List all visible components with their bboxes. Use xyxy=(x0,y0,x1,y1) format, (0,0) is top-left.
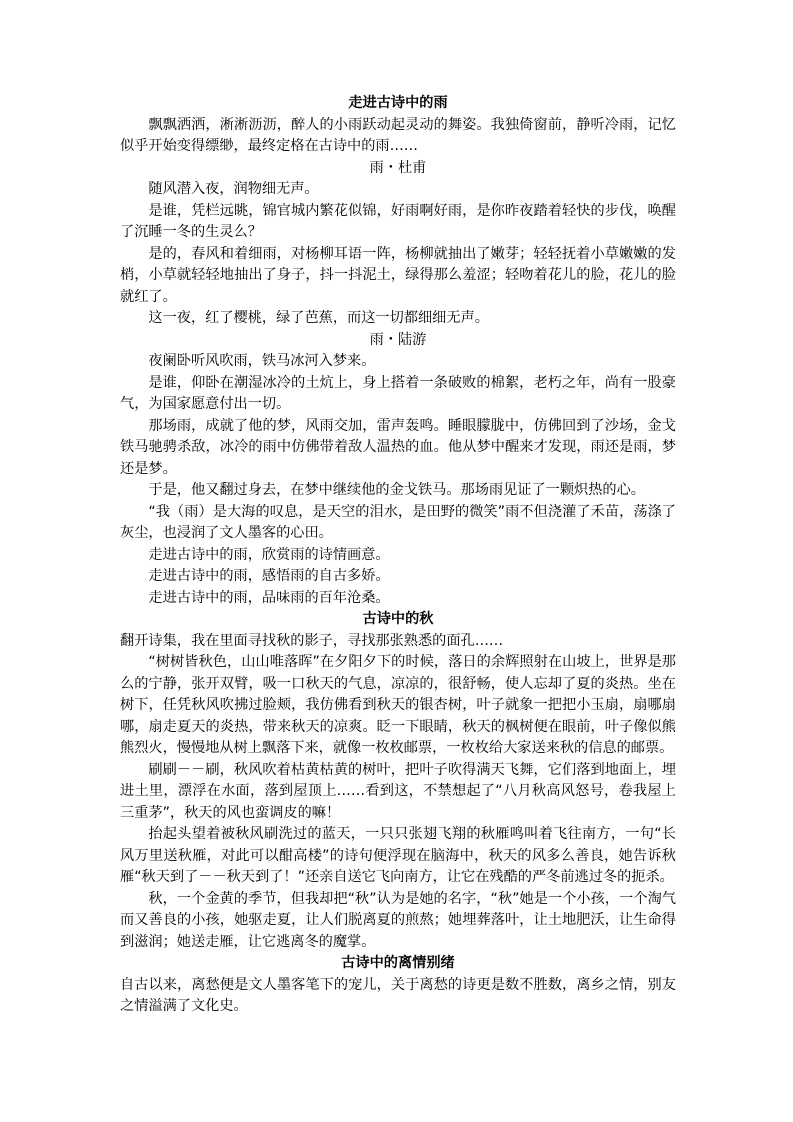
paragraph: 走进古诗中的雨，欣赏雨的诗情画意。 xyxy=(148,546,390,563)
paragraph: 那场雨，成就了他的梦，风雨交加，雷声轰鸣。睡眼朦胧中，仿佛回到了沙场，金戈铁马驰骋杀敌，冰冷的雨中仿佛带着敌人温热的血。他从梦中醒来才发现，雨还是雨，梦还是梦。 xyxy=(120,417,676,477)
paragraph: 翻开诗集，我在里面寻找秋的影子，寻找那张熟悉的面孔…… xyxy=(120,632,504,649)
paragraph: “我（雨）是大海的叹息，是天空的泪水，是田野的微笑”雨不但浇灌了禾苗，荡涤了灰尘，也浸润了文人墨客的心田。 xyxy=(120,503,676,541)
section-title-autumn: 古诗中的秋 xyxy=(362,611,434,627)
paragraph: 飘飘洒洒，淅淅沥沥，醉人的小雨跃动起灵动的舞姿。我独倚窗前，静听冷雨，记忆似乎开始变得缥缈，最终定格在古诗中的雨…… xyxy=(120,116,676,154)
paragraph: 于是，他又翻过身去，在梦中继续他的金戈铁马。那场雨见证了一颗炽热的心。 xyxy=(148,482,645,498)
poem-caption: 雨・杜甫 xyxy=(369,159,427,176)
paragraph: 夜阑卧听风吹雨，铁马冰河入梦来。 xyxy=(148,353,376,369)
paragraph: 秋，一个金黄的季节，但我却把“秋”认为是她的名字，“秋”她是一个小孩，一个淘气而又善良的小孩，她驱走夏，让人们脱离夏的煎熬；她埋葬落叶，让土地肥沃，让生命得到滋润；她送走雁，让它逃离冬的魔掌。 xyxy=(120,890,676,950)
poem-caption: 雨・陆游 xyxy=(369,331,427,348)
paragraph: 是谁，仰卧在潮湿冰冷的土炕上，身上搭着一条破败的棉絮，老朽之年，尚有一股豪气，为国家愿意付出一切。 xyxy=(120,374,676,412)
paragraph: 自古以来，离愁便是文人墨客笔下的宠儿，关于离愁的诗更是数不胜数，离乡之情，别友之情溢满了文化史。 xyxy=(120,976,676,1014)
paragraph: 走进古诗中的雨，品味雨的百年沧桑。 xyxy=(148,589,390,606)
paragraph: 随风潜入夜，润物细无声。 xyxy=(148,181,319,197)
paragraph: “树树皆秋色，山山唯落晖”在夕阳夕下的时候，落日的余辉照射在山坡上，世界是那么的宁静，张开双臂，吸一口秋天的气息，凉凉的，很舒畅，使人忘却了夏的炎热。坐在树下，任凭秋风吹拂过脸颊，我仿佛看到秋天的银杏树，叶子就象一把把小玉扇，扇哪扇哪，扇走夏天的炎热，带来秋天的凉爽。眨一下眼睛，秋天的枫树便在眼前，叶子像似熊熊烈火，慢慢地从树上飘落下来，就像一枚枚邮票，一枚枚给大家送来秋的信息的邮票。 xyxy=(120,654,676,756)
section-title-rain: 走进古诗中的雨 xyxy=(348,95,448,111)
paragraph: 走进古诗中的雨，感悟雨的自古多娇。 xyxy=(148,568,390,584)
paragraph: 是谁，凭栏远眺，锦官城内繁花似锦，好雨啊好雨，是你昨夜踏着轻快的步伐，唤醒了沉睡一冬的生灵么？ xyxy=(120,202,676,240)
document-body xyxy=(120,93,676,1018)
paragraph: 刷刷－－刷，秋风吹着枯黄枯黄的树叶，把叶子吹得满天飞舞，它们落到地面上，埋进土里，漂浮在水面，落到屋顶上……看到这，不禁想起了“八月秋高风怒号，卷我屋上三重茅”，秋天的风也蛮调皮的嘛！ xyxy=(120,761,676,821)
paragraph: 这一夜，红了樱桃，绿了芭蕉，而这一切都细细无声。 xyxy=(148,310,489,326)
paragraph: 是的，春风和着细雨，对杨柳耳语一阵，杨柳就抽出了嫩芽；轻轻抚着小草嫩嫩的发梢，小草就轻轻地抽出了身子，抖一抖泥土，绿得那么羞涩；轻吻着花儿的脸，花儿的脸就红了。 xyxy=(120,245,676,305)
paragraph: 抬起头望着被秋风刷洗过的蓝天，一只只张翅飞翔的秋雁鸣叫着飞往南方，一句“长风万里送秋雁，对此可以酣高楼”的诗句便浮现在脑海中，秋天的风多么善良，她告诉秋雁“秋天到了－－秋天到了！”还亲自送它飞向南方，让它在残酷的严冬前逃过冬的扼杀。 xyxy=(120,826,676,885)
section-title-parting: 古诗中的离情别绪 xyxy=(341,955,455,971)
